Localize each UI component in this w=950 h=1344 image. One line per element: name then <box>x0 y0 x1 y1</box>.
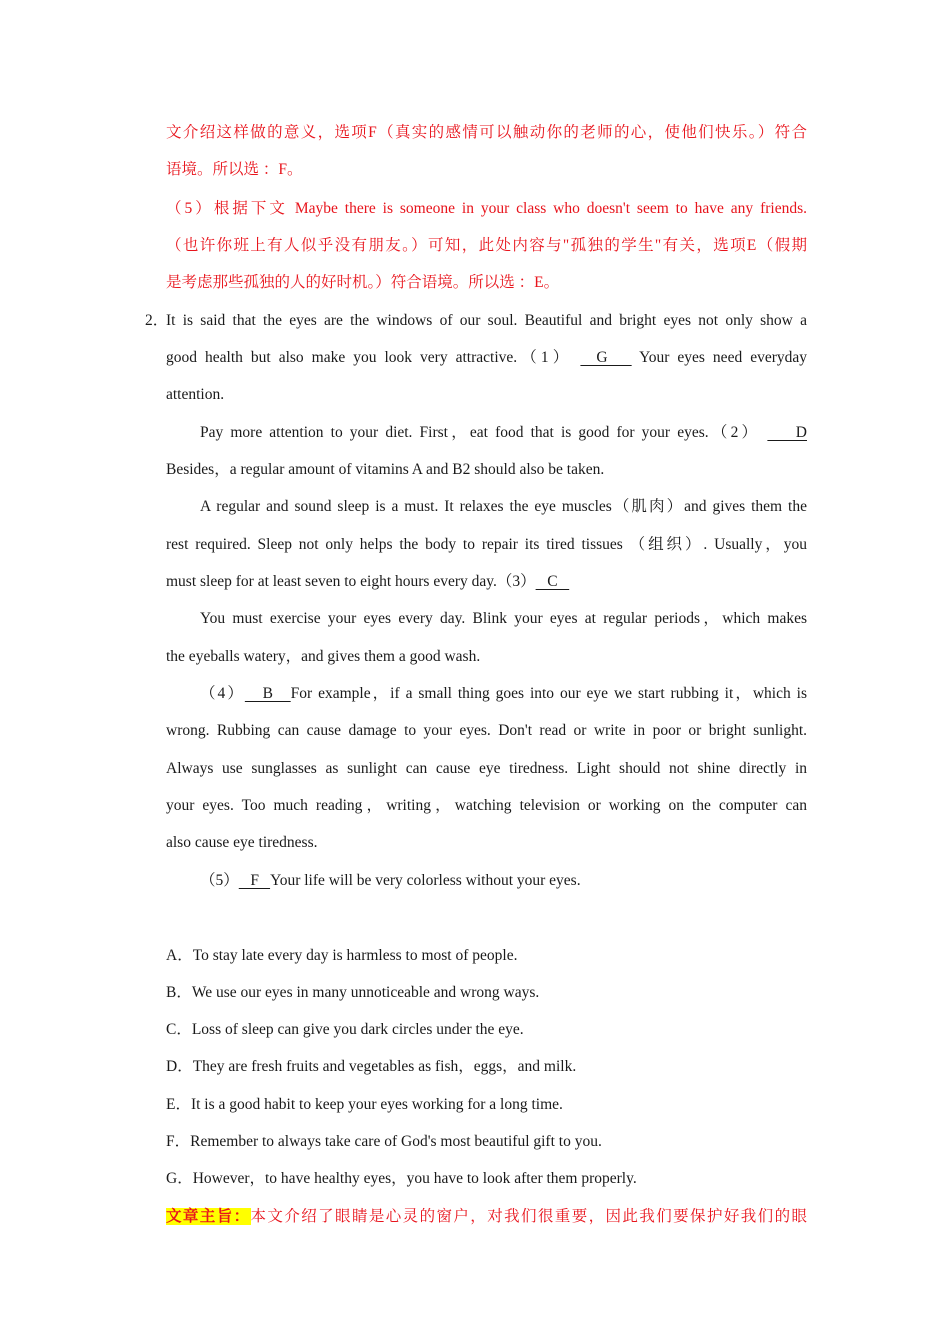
analysis-q5-line: （5）根据下文 Maybe there is someone in your class who doesn't seem to have any friends. <box>166 200 807 217</box>
option-a: A．To stay late every day is harmless to most of people. <box>166 947 518 964</box>
answer-blank-5: F <box>238 872 271 889</box>
analysis-line: 文介绍这样做的意义，选项F（真实的感情可以触动你的老师的心，使他们快乐。）符合 <box>166 124 807 141</box>
passage-text: For example，if a small thing goes into our eye we start rubbing it，which is <box>290 685 807 702</box>
passage-line <box>200 421 807 445</box>
option-c: C．Loss of sleep can give you dark circles under the eye. <box>166 1021 524 1038</box>
analysis-q5-line: 是考虑那些孤独的人的好时机。）符合语境。所以选 ：E。 <box>166 274 560 291</box>
passage-line: wrong. Rubbing can cause damage to your eyes. Don't read or write in poor or bright sunlight. <box>166 722 807 739</box>
analysis-line: 语境。所以选 ：F。 <box>166 161 303 178</box>
passage-line: Besides，a regular amount of vitamins A and B2 should also be taken. <box>166 461 605 478</box>
option-g: G．However，to have healthy eyes，you have to look after them properly. <box>166 1170 637 1187</box>
passage-text: （4） <box>200 685 245 702</box>
summary-line <box>166 1205 807 1229</box>
option-b: B．We use our eyes in many unnoticeable and wrong ways. <box>166 984 540 1001</box>
passage-line: It is said that the eyes are the windows of our soul. Beautiful and bright eyes not only show a <box>166 312 807 329</box>
passage-text: （5） <box>200 872 239 889</box>
passage-line: the eyeballs watery，and gives them a good wash. <box>166 648 481 665</box>
answer-blank-2: D <box>767 424 807 441</box>
passage-text: must sleep for at least seven to eight hours every day.（3） <box>166 573 536 590</box>
passage-line: rest required. Sleep not only helps the body to repair its tired tissues （组织）. Usually，you <box>166 536 807 553</box>
passage-line: also cause eye tiredness. <box>166 834 318 851</box>
option-e: E．It is a good habit to keep your eyes working for a long time. <box>166 1096 563 1113</box>
passage-text: Your eyes need everyday <box>639 349 807 366</box>
option-f: F．Remember to always take care of God's most beautiful gift to you. <box>166 1133 602 1150</box>
passage-line: attention. <box>166 386 225 403</box>
passage-text: Pay more attention to your diet. First，eat food that is good for your eyes.（2） <box>200 424 761 441</box>
summary-label: 文章主旨： <box>166 1208 251 1225</box>
passage-line: Always use sunglasses as sunlight can cause eye tiredness. Light should not shine directly in <box>166 760 807 777</box>
passage-line <box>166 346 807 370</box>
passage-line: A regular and sound sleep is a must. It relaxes the eye muscles（肌肉）and gives them the <box>200 498 807 515</box>
passage-line: your eyes. Too much reading，writing，watching television or working on the computer can <box>166 797 807 814</box>
passage-line <box>200 682 807 706</box>
answer-blank-4: B <box>244 685 291 702</box>
summary-text: 本文介绍了眼睛是心灵的窗户，对我们很重要，因此我们要保护好我们的眼 <box>250 1208 807 1225</box>
passage-text: good health but also make you look very attractive.（1） <box>166 349 573 366</box>
passage-line <box>166 570 807 594</box>
passage-text: Your life will be very colorless without your eyes. <box>270 872 581 889</box>
answer-blank-3: C <box>535 573 570 590</box>
question-number: 2． <box>145 312 169 329</box>
option-d: D．They are fresh fruits and vegetables as fish，eggs，and milk. <box>166 1058 577 1075</box>
passage-line <box>200 869 807 893</box>
analysis-q5-line: （也许你班上有人似乎没有朋友。）可知，此处内容与"孤独的学生"有关，选项E（假期 <box>166 237 807 254</box>
passage-line: You must exercise your eyes every day. Blink your eyes at regular periods，which makes <box>200 610 807 627</box>
answer-blank-1: G <box>580 349 632 366</box>
